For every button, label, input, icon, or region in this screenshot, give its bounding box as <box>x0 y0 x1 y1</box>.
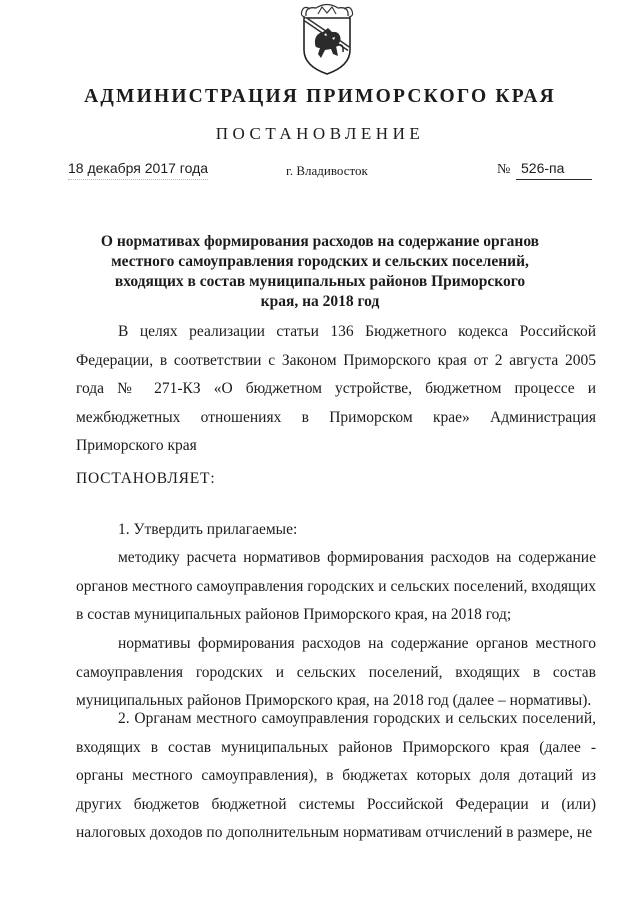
document-number: 526-па <box>521 160 565 176</box>
item-2-paragraph: 2. Органам местного самоуправления городских и сельских поселений, входящих в состав муниципальных районов Приморского края (далее - органы местного самоуправления), в бюджетах которых доля дотаций из других бюджетов бюджетной системы Российской Федерации и (или) налоговых доходов по дополнительным нормативам отчислений в размере, не <box>76 710 596 842</box>
coat-of-arms-icon <box>296 2 358 76</box>
document-subject: О нормативах формирования расходов на содержание органов местного самоуправления городских и сельских поселений, входящих в состав муниципальных районов Приморского края, на 2018 год <box>100 233 540 310</box>
item-1-methodology-paragraph: методику расчета нормативов формирования расходов на содержание органов местного самоуправления городских и сельских поселений, входящих в состав муниципальных районов Приморского края, на 2018 год; <box>76 549 596 624</box>
item-1-norms-paragraph: нормативы формирования расходов на содержание органов местного самоуправления городских и сельских поселений, входящих в состав муниципальных районов Приморского края, на 2018 год (далее – нормативы). <box>76 635 596 710</box>
resolves-heading: ПОСТАНОВЛЯЕТ: <box>76 470 216 487</box>
organization-title: АДМИНИСТРАЦИЯ ПРИМОРСКОГО КРАЯ <box>84 86 556 107</box>
date-underline <box>68 179 208 180</box>
item-1-paragraph: 1. Утвердить прилагаемые: <box>118 521 298 538</box>
number-underline <box>516 179 592 180</box>
document-type: ПОСТАНОВЛЕНИЕ <box>215 124 425 143</box>
document-city: г. Владивосток <box>286 163 368 178</box>
number-sign: № <box>497 162 511 177</box>
document-date: 18 декабря 2017 года <box>68 160 209 176</box>
preamble-paragraph: В целях реализации статьи 136 Бюджетного кодекса Российской Федерации, в соответствии с Законом Приморского края от 2 августа 2005 года № 271-КЗ «О бюджетном устройстве, бюджетном процессе и межбюджетных отношениях в Приморском крае» Администрация Приморского края <box>76 323 596 455</box>
